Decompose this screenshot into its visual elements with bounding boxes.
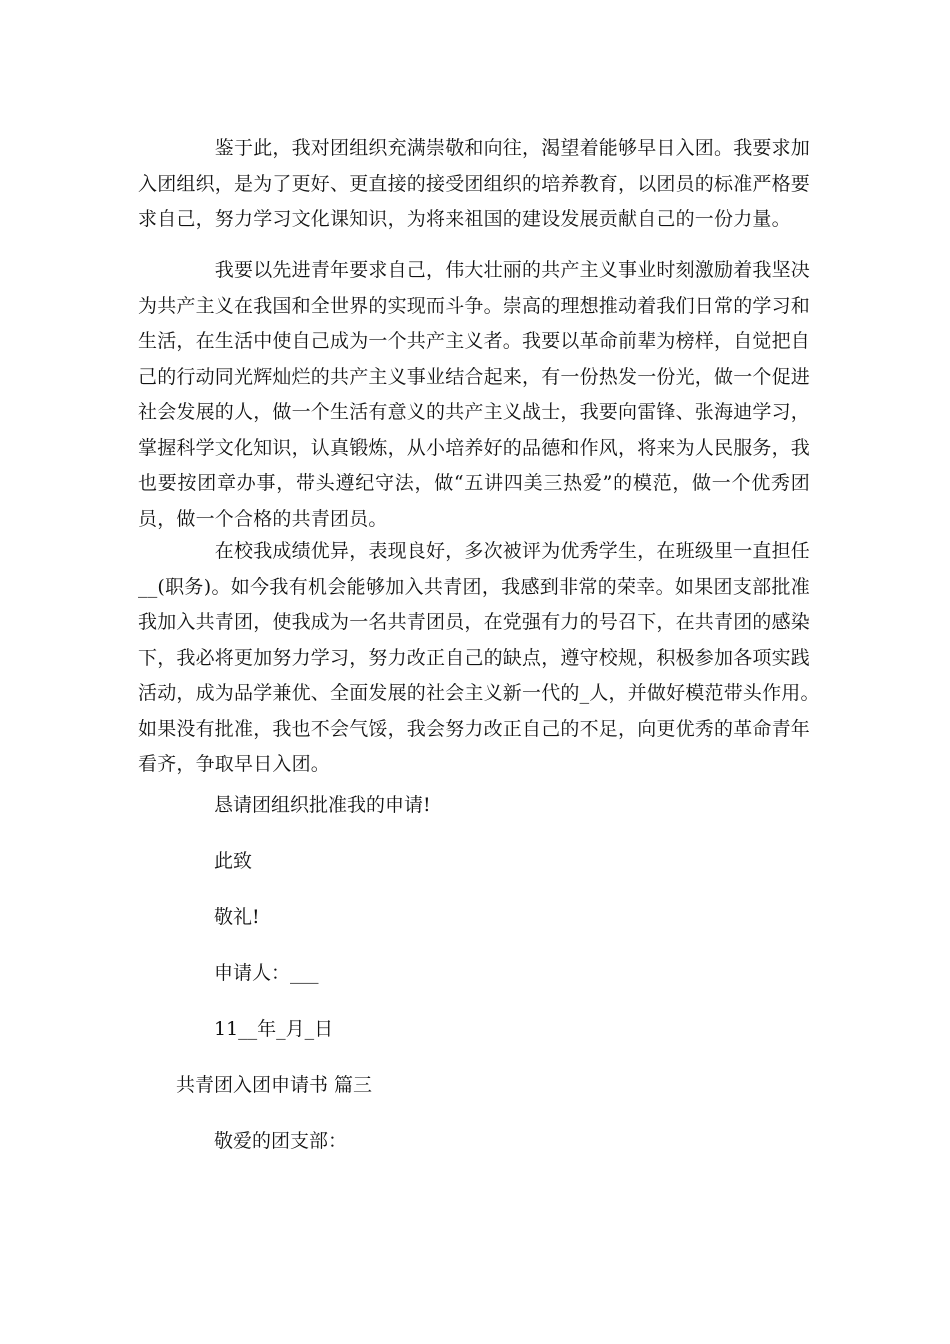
section-title: 共青团入团申请书 篇三 (176, 1074, 373, 1096)
paragraph-line: __(职务)。如今我有机会能够加入共青团，我感到非常的荣幸。如果团支部批准 (138, 575, 810, 598)
paragraph-line: 活动，成为品学兼优、全面发展的社会主义新一代的_人，并做好模范带头作用。 (138, 682, 820, 704)
paragraph-line: 掌握科学文化知识，认真锻炼，从小培养好的品德和作风，将来为人民服务，我 (138, 436, 811, 459)
paragraph-line: 为共产主义在我国和全世界的实现而斗争。崇高的理想推动着我们日常的学习和 (138, 294, 811, 317)
paragraph-line: 己的行动同光辉灿烂的共产主义事业结合起来，有一份热发一份光，做一个促进 (138, 365, 811, 388)
applicant-line: 申请人：___ (214, 962, 319, 984)
paragraph-line: 也要按团章办事，带头遵纪守法，做“五讲四美三热爱”的模范，做一个优秀团 (138, 472, 810, 494)
paragraph-line: 在校我成绩优异，表现良好，多次被评为优秀学生，在班级里一直担任 (138, 540, 811, 562)
paragraph-line: 入团组织，是为了更好、更直接的接受团组织的培养教育，以团员的标准严格要 (138, 172, 811, 195)
closing-salute: 敬礼! (214, 906, 260, 928)
closing-to: 此致 (214, 850, 253, 872)
paragraph-line: 员，做一个合格的共青团员。 (138, 507, 388, 530)
paragraph-line: 求自己，努力学习文化课知识，为将来祖国的建设发展贡献自己的一份力量。 (138, 208, 791, 230)
paragraph-line: 鉴于此，我对团组织充满崇敬和向往，渴望着能够早日入团。我要求加 (138, 137, 811, 159)
date-line: 11__年_月_日 (214, 1018, 334, 1040)
paragraph-line: 下，我必将更加努力学习，努力改正自己的缺点，遵守校规，积极参加各项实践 (138, 646, 811, 669)
paragraph-line: 生活，在生活中使自己成为一个共产主义者。我要以革命前辈为榜样，自觉把自 (138, 330, 811, 352)
paragraph-line: 我加入共青团，使我成为一名共青团员，在党强有力的号召下，在共青团的感染 (138, 611, 811, 633)
paragraph-2 (138, 253, 810, 537)
paragraph-line: 我要以先进青年要求自己，伟大壮丽的共产主义事业时刻激励着我坚决 (138, 259, 811, 281)
paragraph-1 (138, 131, 810, 238)
greeting: 敬爱的团支部： (214, 1130, 348, 1152)
paragraph-line: 看齐，争取早日入团。 (138, 753, 331, 775)
closing-request: 恳请团组织批准我的申请! (214, 794, 431, 816)
paragraph-3 (138, 534, 820, 783)
paragraph-line: 如果没有批准，我也不会气馁，我会努力改正自己的不足，向更优秀的革命青年 (138, 717, 811, 740)
paragraph-line: 社会发展的人，做一个生活有意义的共产主义战士，我要向雷锋、张海迪学习， (138, 401, 811, 423)
